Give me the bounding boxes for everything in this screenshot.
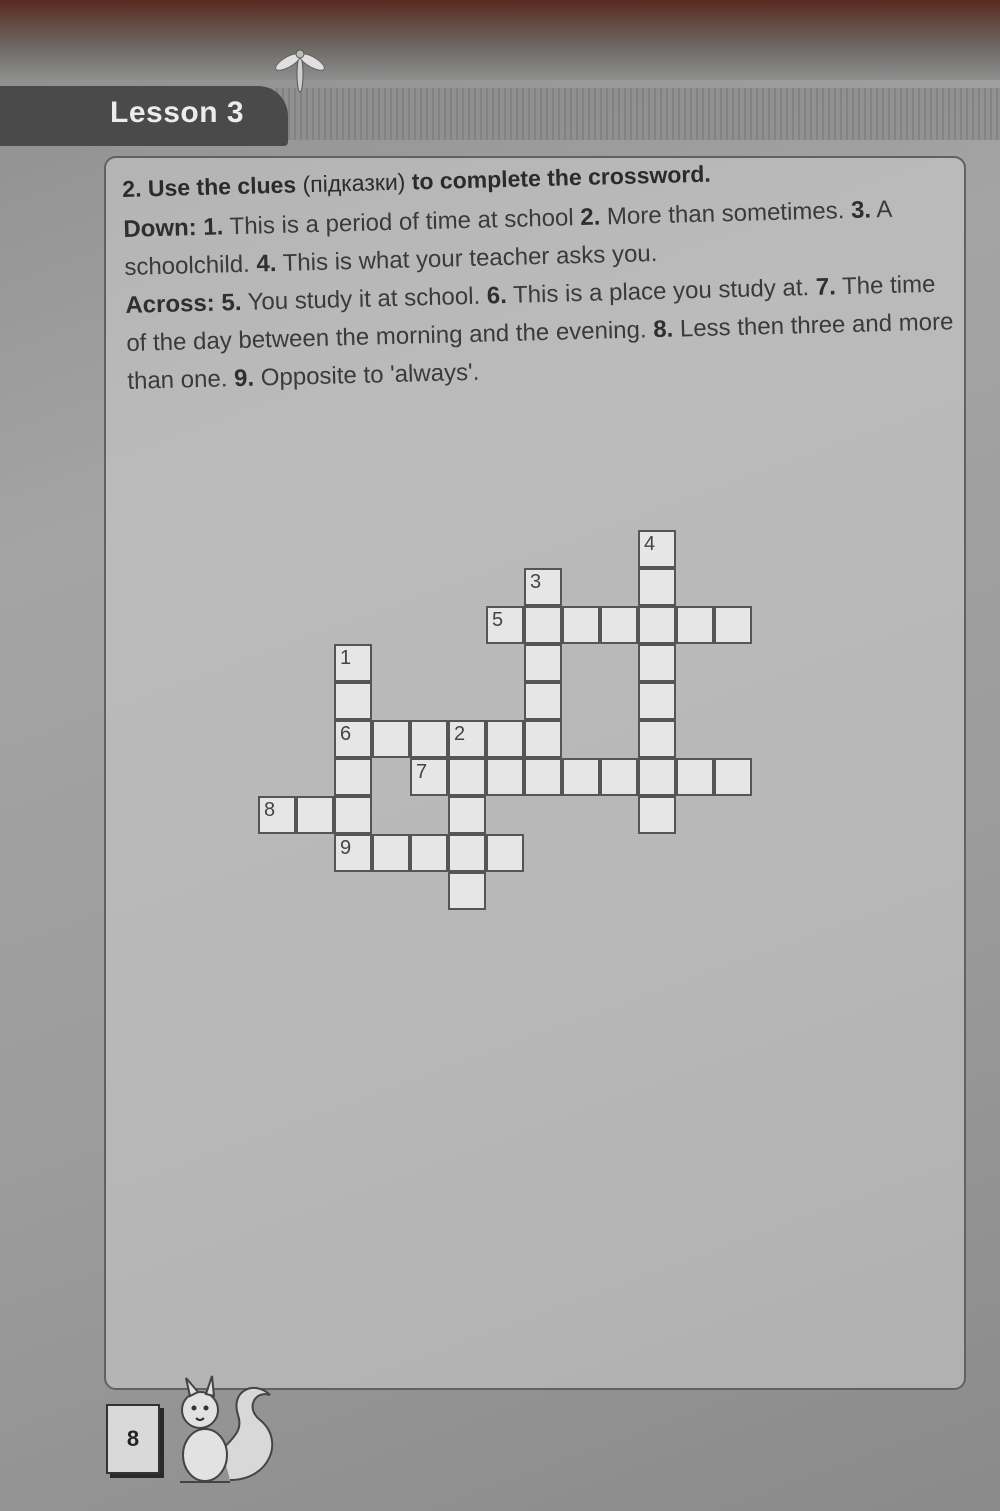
crossword-cell[interactable]: [638, 796, 676, 834]
crossword-cell[interactable]: [334, 682, 372, 720]
clue-text: A schoolchild.: [124, 195, 892, 281]
crossword-cell[interactable]: [562, 606, 600, 644]
crossword-cell[interactable]: [714, 606, 752, 644]
down-label: Down:: [123, 214, 198, 243]
crossword-cell[interactable]: [638, 606, 676, 644]
page-top-edge: [0, 0, 1000, 80]
crossword-cell[interactable]: [372, 720, 410, 758]
clue-text: More than sometimes.: [606, 197, 845, 231]
crossword-clue-number: 3: [530, 571, 542, 593]
crossword-cell[interactable]: [638, 758, 676, 796]
clue-text: Less then three and more than one.: [127, 308, 954, 395]
crossword-clue-number: 4: [644, 533, 656, 555]
crossword-cell[interactable]: [410, 834, 448, 872]
crossword-cell[interactable]: [562, 758, 600, 796]
crossword-cell[interactable]: [448, 758, 486, 796]
crossword-clue-number: 2: [454, 723, 466, 745]
crossword-cell[interactable]: [334, 644, 372, 682]
crossword-cell[interactable]: [638, 644, 676, 682]
clue-text: This is a place you study at.: [512, 274, 810, 309]
crossword-cell[interactable]: [410, 720, 448, 758]
crossword-clue-number: 1: [340, 647, 352, 669]
crossword-cell[interactable]: [638, 530, 676, 568]
crossword-cell[interactable]: [448, 834, 486, 872]
crossword-cell[interactable]: [638, 682, 676, 720]
dragonfly-icon: [270, 40, 330, 100]
page-number-box: [106, 1404, 160, 1474]
exercise-title-suffix: to complete the crossword.: [411, 160, 712, 195]
crossword-cell[interactable]: [524, 644, 562, 682]
crossword-cell[interactable]: [258, 796, 296, 834]
page-number: 8: [126, 1426, 140, 1451]
crossword-cell[interactable]: [410, 758, 448, 796]
crossword-cell[interactable]: [524, 568, 562, 606]
clue-text: Opposite to 'always'.: [260, 358, 480, 392]
crossword-cell[interactable]: [676, 758, 714, 796]
crossword-cell[interactable]: [372, 834, 410, 872]
clue-number: 1.: [203, 213, 224, 241]
exercise-text: [122, 154, 958, 401]
clue-number: 7.: [815, 273, 837, 301]
crossword-clue-number: 9: [340, 837, 352, 859]
crossword-cell[interactable]: [524, 606, 562, 644]
clue-number: 8.: [652, 315, 674, 344]
squirrel-icon: [160, 1360, 290, 1490]
crossword-cell[interactable]: [334, 796, 372, 834]
lesson-title: Lesson 3: [110, 96, 245, 129]
crossword-cell[interactable]: [714, 758, 752, 796]
crossword-cell[interactable]: [600, 758, 638, 796]
crossword-cell[interactable]: [524, 720, 562, 758]
crossword-cell[interactable]: [448, 796, 486, 834]
clue-text: You study it at school.: [247, 282, 481, 316]
crossword-cell[interactable]: [334, 834, 372, 872]
crossword-cell[interactable]: [448, 720, 486, 758]
crossword-clue-number: 5: [492, 609, 504, 631]
crossword-cell[interactable]: [334, 720, 372, 758]
clue-text: This is what your teacher asks you.: [282, 240, 658, 277]
crossword-cell[interactable]: [676, 606, 714, 644]
clue-number: 4.: [256, 249, 277, 278]
exercise-title-prefix: 2. Use the clues: [122, 171, 297, 202]
clue-text: The time of the day between the morning and the evening.: [126, 270, 936, 357]
clue-number: 9.: [233, 364, 255, 393]
crossword-cell[interactable]: [334, 758, 372, 796]
crossword-cell[interactable]: [448, 872, 486, 910]
crossword-cell[interactable]: [486, 720, 524, 758]
crossword-cell[interactable]: [600, 606, 638, 644]
crossword-clue-number: 8: [264, 799, 276, 821]
crossword-clue-number: 7: [416, 761, 428, 783]
crossword-cell[interactable]: [638, 720, 676, 758]
clue-text: This is a period of time at school: [229, 204, 574, 241]
crossword-cell[interactable]: [296, 796, 334, 834]
crossword-cell[interactable]: [486, 606, 524, 644]
clue-number: 5.: [221, 288, 242, 317]
clue-list: [123, 189, 958, 401]
crossword-cell[interactable]: [486, 834, 524, 872]
clue-number: 6.: [486, 281, 508, 310]
clue-number: 3.: [850, 196, 872, 224]
crossword-cell[interactable]: [486, 758, 524, 796]
crossword-cell[interactable]: [524, 758, 562, 796]
across-label: Across:: [125, 289, 216, 319]
crossword-cell[interactable]: [524, 682, 562, 720]
clue-number: 2.: [579, 203, 601, 232]
crossword-cell[interactable]: [638, 568, 676, 606]
exercise-title-note: (підказки): [302, 168, 406, 198]
crossword-clue-number: 6: [340, 723, 352, 745]
